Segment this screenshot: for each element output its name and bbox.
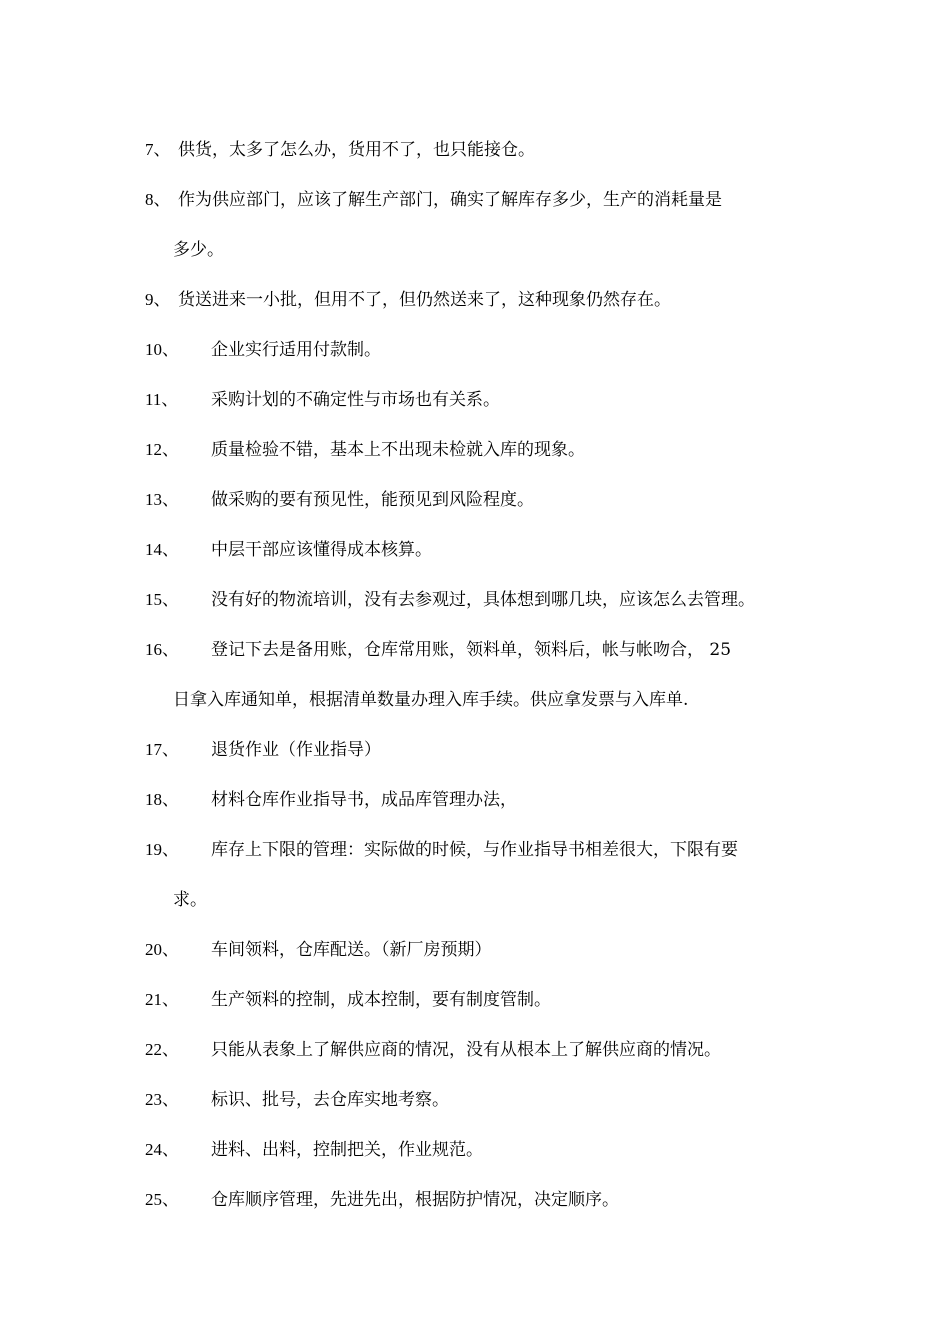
item-number: 9、 — [145, 290, 171, 309]
item-number: 21、 — [145, 990, 179, 1009]
item-text: 登记下去是备用账，仓库常用账，领料单，领料后，帐与帐吻合， 25 — [211, 640, 732, 660]
item-number: 15、 — [145, 590, 179, 609]
item-text-continuation: 多少。 — [173, 240, 224, 260]
item-number: 19、 — [145, 840, 179, 859]
list-item-23 — [0, 1081, 950, 1131]
item-number: 7、 — [145, 140, 171, 159]
item-number: 14、 — [145, 540, 179, 559]
item-number: 10、 — [145, 340, 179, 359]
item-text: 材料仓库作业指导书，成品库管理办法， — [211, 790, 517, 810]
list-item-11 — [0, 381, 950, 431]
item-text: 采购计划的不确定性与市场也有关系。 — [211, 390, 500, 410]
list-item-21 — [0, 981, 950, 1031]
list-item-14 — [0, 531, 950, 581]
item-number: 23、 — [145, 1090, 179, 1109]
item-text: 进料、出料，控制把关，作业规范。 — [211, 1140, 483, 1160]
list-item-22 — [0, 1031, 950, 1081]
list-item-8 — [0, 181, 950, 281]
list-item-24 — [0, 1131, 950, 1181]
item-text: 车间领料，仓库配送。（新厂房预期） — [211, 940, 492, 960]
item-text: 没有好的物流培训，没有去参观过，具体想到哪几块，应该怎么去管理。 — [211, 590, 755, 610]
item-number: 20、 — [145, 940, 179, 959]
item-text-continuation: 求。 — [173, 890, 207, 910]
list-item-9 — [0, 281, 950, 331]
item-text: 只能从表象上了解供应商的情况，没有从根本上了解供应商的情况。 — [211, 1040, 721, 1060]
item-number: 13、 — [145, 490, 179, 509]
item-text: 库存上下限的管理：实际做的时候，与作业指导书相差很大，下限有要 — [211, 840, 738, 860]
list-item-12 — [0, 431, 950, 481]
item-text-continuation: 日拿入库通知单，根据清单数量办理入库手续。供应拿发票与入库单. — [173, 690, 689, 710]
item-number: 18、 — [145, 790, 179, 809]
list-item-7 — [0, 131, 950, 181]
numbered-list — [0, 131, 950, 1231]
item-text: 生产领料的控制，成本控制，要有制度管制。 — [211, 990, 551, 1010]
item-text: 质量检验不错，基本上不出现未检就入库的现象。 — [211, 440, 585, 460]
item-text: 中层干部应该懂得成本核算。 — [211, 540, 432, 560]
item-text: 仓库顺序管理，先进先出，根据防护情况，决定顺序。 — [211, 1190, 619, 1210]
item-number: 22、 — [145, 1040, 179, 1059]
item-number: 11、 — [145, 390, 179, 409]
item-text: 标识、批号，去仓库实地考察。 — [211, 1090, 449, 1110]
list-item-18 — [0, 781, 950, 831]
item-number: 8、 — [145, 190, 171, 209]
list-item-10 — [0, 331, 950, 381]
list-item-13 — [0, 481, 950, 531]
item-text: 作为供应部门，应该了解生产部门，确实了解库存多少，生产的消耗量是 — [178, 190, 722, 210]
item-number: 17、 — [145, 740, 179, 759]
item-number: 24、 — [145, 1140, 179, 1159]
item-text: 做采购的要有预见性，能预见到风险程度。 — [211, 490, 534, 510]
item-text: 退货作业（作业指导） — [211, 740, 381, 760]
item-text: 货送进来一小批，但用不了，但仍然送来了，这种现象仍然存在。 — [178, 290, 671, 310]
list-item-15 — [0, 581, 950, 631]
item-text: 企业实行适用付款制。 — [211, 340, 381, 360]
list-item-16 — [0, 631, 950, 731]
list-item-20 — [0, 931, 950, 981]
item-number: 12、 — [145, 440, 179, 459]
list-item-25 — [0, 1181, 950, 1231]
list-item-17 — [0, 731, 950, 781]
list-item-19 — [0, 831, 950, 931]
item-text: 供货，太多了怎么办，货用不了，也只能接仓。 — [178, 140, 535, 160]
item-number: 16、 — [145, 640, 179, 659]
item-number: 25、 — [145, 1190, 179, 1209]
